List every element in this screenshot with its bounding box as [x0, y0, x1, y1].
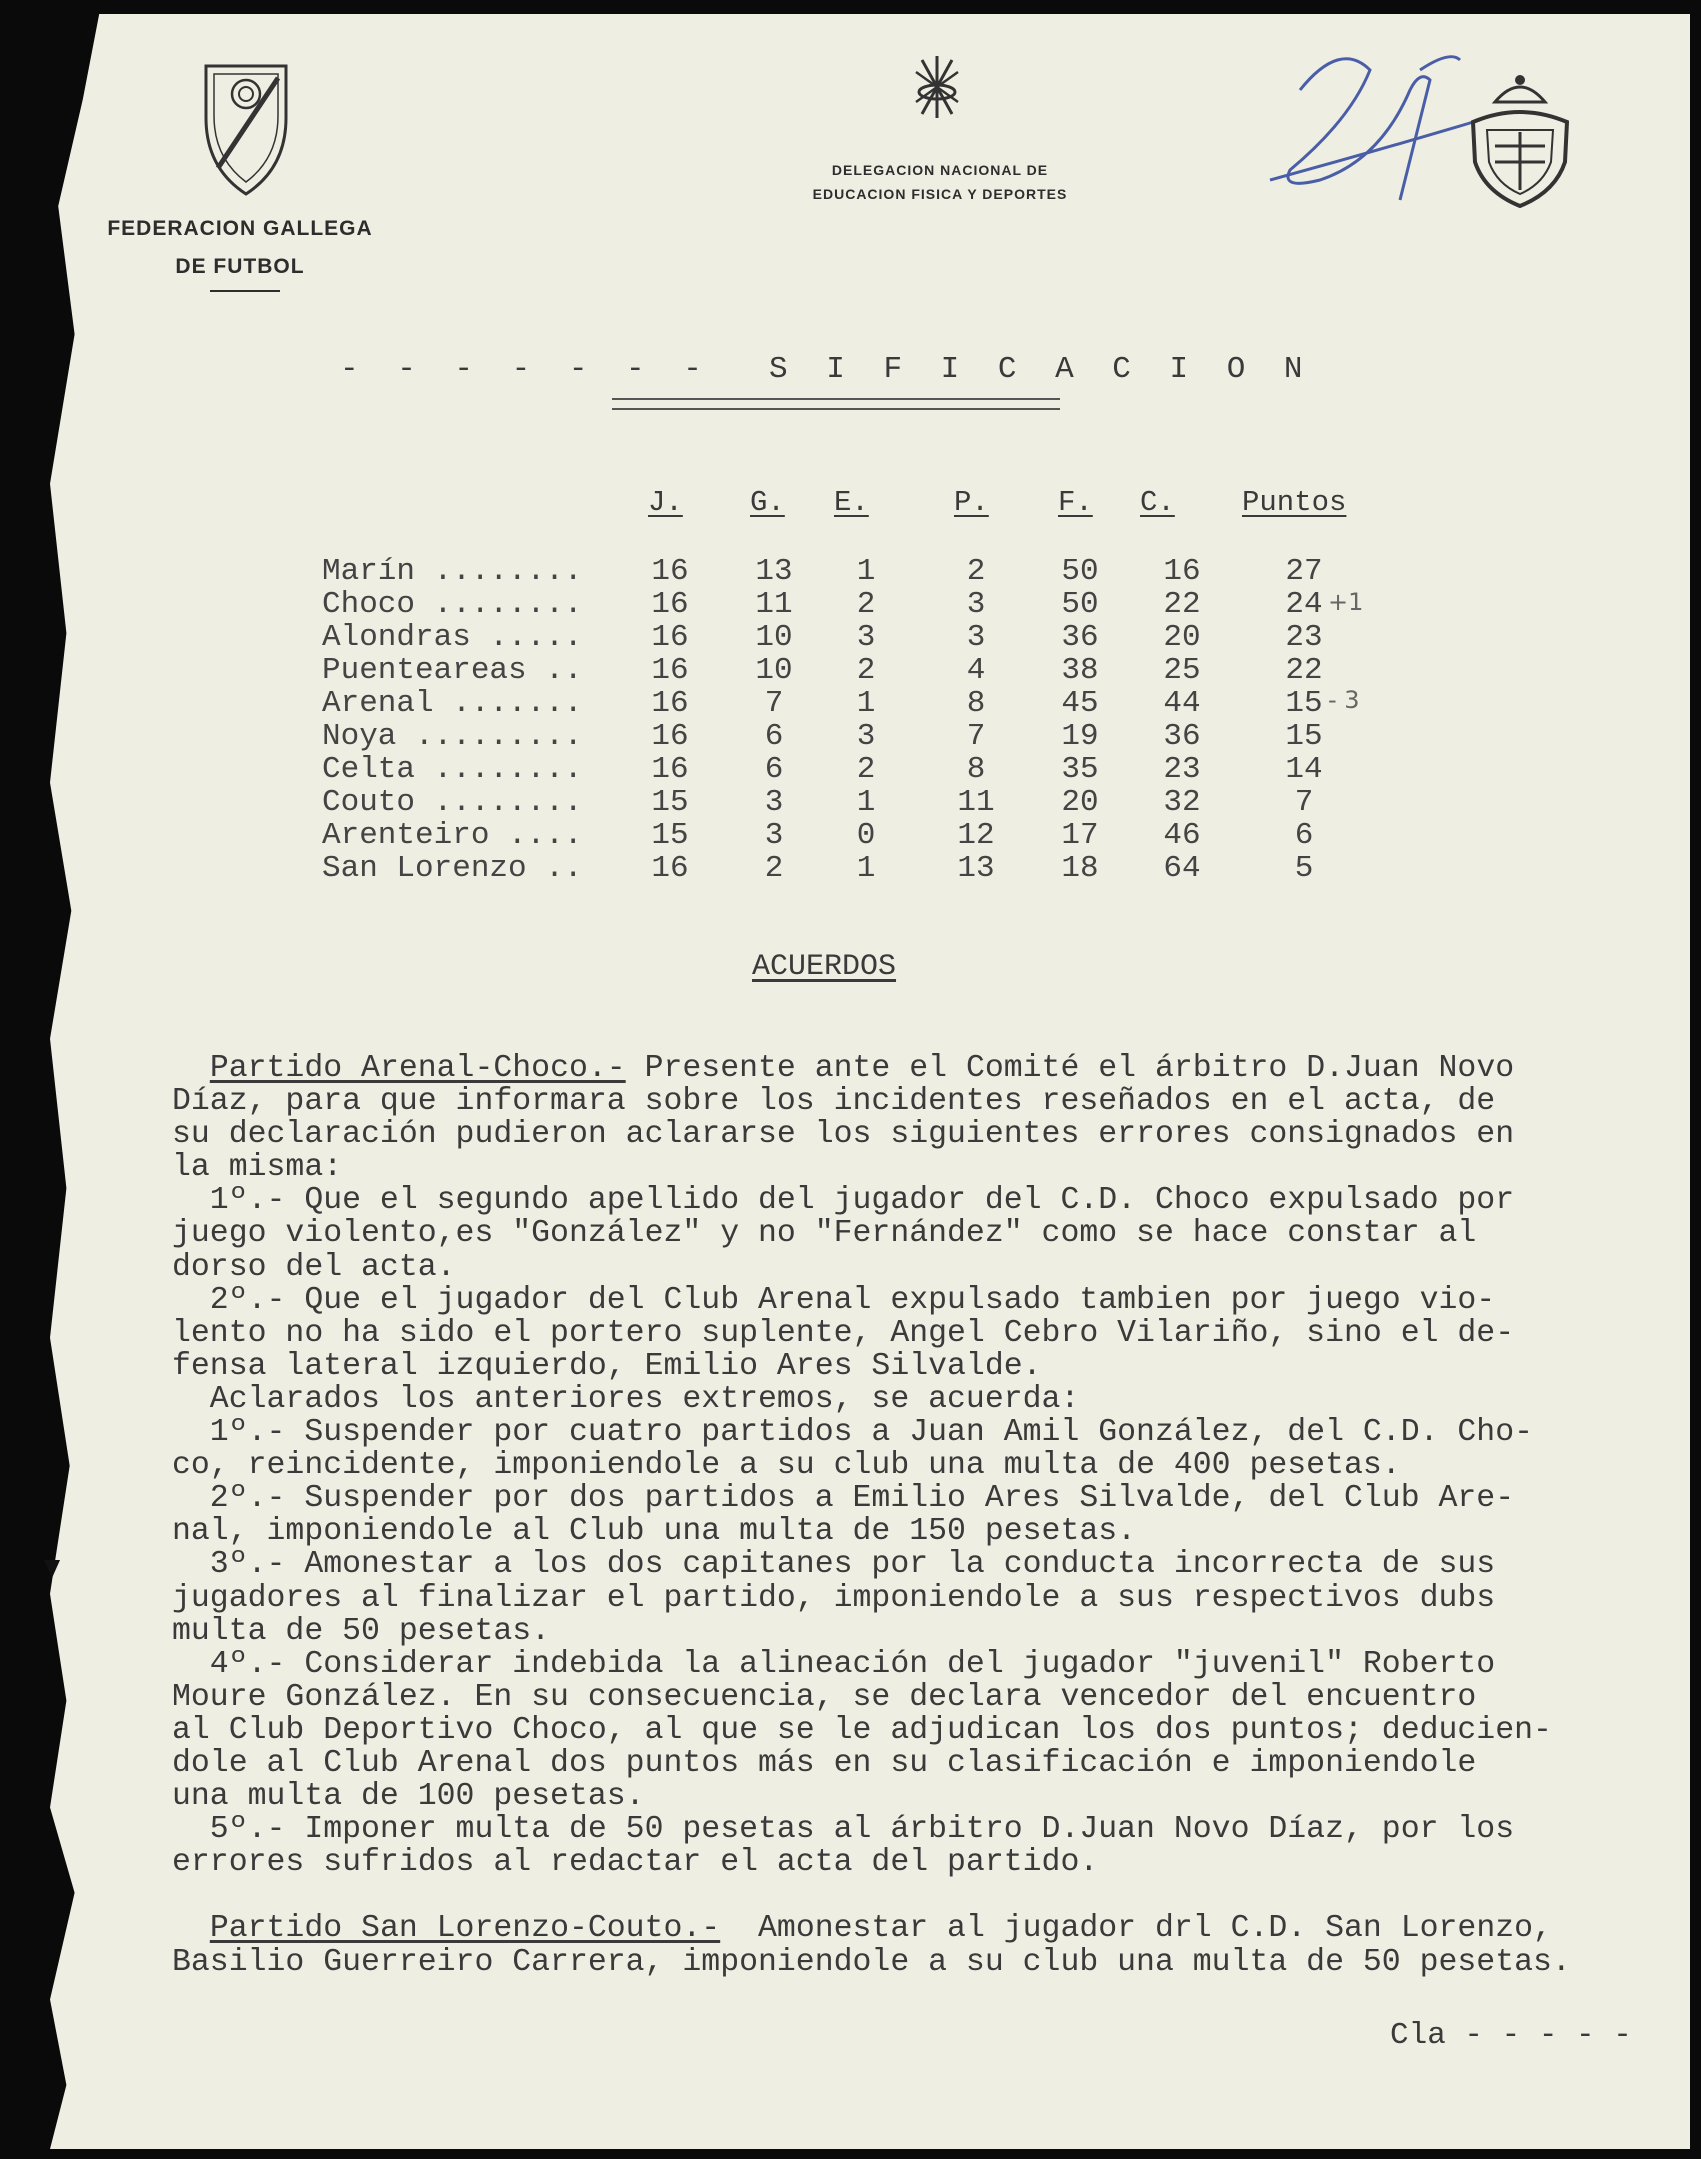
stat-e: 0 — [856, 818, 876, 853]
stat-f: 36 — [1061, 620, 1099, 655]
team-name: Choco ........ — [322, 587, 583, 622]
stat-j: 16 — [651, 554, 689, 589]
stat-c: 16 — [1163, 554, 1201, 589]
paragraph-line: Partido Arenal-Choco.- Presente ante el Comité el árbitro D.Juan Novo — [209, 1051, 1515, 1086]
stat-p: 11 — [957, 785, 995, 820]
federation-underline — [210, 290, 280, 292]
acuerdos-body — [172, 1052, 1692, 1979]
federation-shield-logo — [200, 58, 292, 198]
stat-f: 35 — [1061, 752, 1099, 787]
stat-puntos: 5 — [1294, 851, 1314, 886]
paragraph-line: jugadores al finalizar el partido, imponiendole a sus respectivos dubs — [172, 1580, 1496, 1616]
paragraph-line: 1º.- Suspender por cuatro partidos a Juan Amil González, del C.D. Cho- — [172, 1415, 1534, 1451]
stat-e: 3 — [856, 620, 876, 655]
stat-j: 16 — [651, 686, 689, 721]
stat-puntos: 6 — [1294, 818, 1314, 853]
stat-j: 16 — [651, 620, 689, 655]
stat-c: 64 — [1163, 851, 1201, 886]
col-header-j: J. — [648, 486, 683, 519]
stat-puntos: 24 — [1285, 587, 1323, 622]
paragraph-line: multa de 50 pesetas. — [172, 1613, 551, 1649]
paragraph-line: juego violento,es "González" y no "Fernández" como se hace constar al — [172, 1216, 1477, 1252]
stat-f: 18 — [1061, 851, 1099, 886]
paragraph-line: dole al Club Arenal dos puntos más en su clasificación e imponiendole — [172, 1745, 1477, 1781]
paragraph-line: dorso del acta. — [172, 1249, 456, 1285]
stat-g: 3 — [764, 785, 784, 820]
paragraph-line: al Club Deportivo Choco, al que se le adjudican los dos puntos; deducien- — [172, 1712, 1552, 1748]
stat-f: 50 — [1061, 587, 1099, 622]
yoke-arrows-emblem — [912, 52, 962, 122]
stat-e: 1 — [856, 851, 876, 886]
stat-puntos: 22 — [1285, 653, 1323, 688]
stat-e: 2 — [856, 653, 876, 688]
stat-c: 32 — [1163, 785, 1201, 820]
stat-e: 1 — [856, 554, 876, 589]
stat-e: 2 — [856, 752, 876, 787]
stat-c: 46 — [1163, 818, 1201, 853]
paragraph-line: Díaz, para que informara sobre los incidentes reseñados en el acta, de — [172, 1084, 1496, 1120]
paragraph-line: 2º.- Que el jugador del Club Arenal expulsado tambien por juego vio- — [172, 1282, 1496, 1318]
stat-f: 17 — [1061, 818, 1099, 853]
stat-p: 8 — [966, 752, 986, 787]
col-header-c: C. — [1140, 486, 1175, 519]
team-name: Celta ........ — [322, 752, 583, 787]
stat-p: 12 — [957, 818, 995, 853]
stat-c: 23 — [1163, 752, 1201, 787]
stat-j: 16 — [651, 653, 689, 688]
stat-f: 20 — [1061, 785, 1099, 820]
stat-e: 1 — [856, 785, 876, 820]
stat-j: 16 — [651, 851, 689, 886]
handwritten-adjustment-choco: +1 — [1328, 588, 1364, 616]
delegation-line1: DELEGACION NACIONAL DE — [831, 162, 1049, 178]
paragraph-line: fensa lateral izquierdo, Emilio Ares Silvalde. — [172, 1348, 1042, 1384]
stat-p: 3 — [966, 587, 986, 622]
stat-g: 3 — [764, 818, 784, 853]
acuerdos-heading: ACUERDOS — [752, 950, 897, 984]
stat-p: 8 — [966, 686, 986, 721]
stat-puntos: 27 — [1285, 554, 1323, 589]
federation-name-line2: DE FUTBOL — [175, 255, 305, 278]
stat-c: 44 — [1163, 686, 1201, 721]
stat-g: 7 — [764, 686, 784, 721]
federation-name — [90, 210, 390, 286]
title-double-underline — [612, 398, 1060, 410]
paragraph-line: 5º.- Imponer multa de 50 pesetas al árbitro D.Juan Novo Díaz, por los — [172, 1812, 1515, 1848]
stat-g: 6 — [764, 719, 784, 754]
stat-j: 15 — [651, 785, 689, 820]
paragraph-line: la misma: — [172, 1150, 343, 1186]
paragraph-line: 3º.- Amonestar a los dos capitanes por la conducta incorrecta de sus — [172, 1547, 1496, 1583]
paragraph-line: 4º.- Considerar indebida la alineación del jugador "juvenil" Roberto — [172, 1646, 1496, 1682]
col-header-puntos: Puntos — [1242, 486, 1347, 519]
stat-puntos: 14 — [1285, 752, 1323, 787]
continuation-note: Cla - - - - - — [1390, 2018, 1632, 2053]
team-name: Arenal ....... — [322, 686, 583, 721]
stat-p: 7 — [966, 719, 986, 754]
stat-g: 10 — [755, 620, 793, 655]
paragraph-line: errores sufridos al redactar el acta del partido. — [172, 1845, 1099, 1881]
stat-g: 2 — [764, 851, 784, 886]
stat-f: 38 — [1061, 653, 1099, 688]
classification-title: - - - - - - - S I F I C A C I O N — [340, 352, 1313, 387]
stat-p: 3 — [966, 620, 986, 655]
stat-c: 22 — [1163, 587, 1201, 622]
stat-j: 16 — [651, 719, 689, 754]
paragraph-line: co, reincidente, imponiendole a su club una multa de 400 pesetas. — [172, 1448, 1401, 1484]
stat-e: 1 — [856, 686, 876, 721]
match-heading-san-lorenzo-couto: Partido San Lorenzo-Couto.- — [209, 1911, 721, 1947]
team-name: Alondras ..... — [322, 620, 583, 655]
stat-puntos: 7 — [1294, 785, 1314, 820]
stat-puntos: 23 — [1285, 620, 1323, 655]
paragraph-line: Partido San Lorenzo-Couto.- Amonestar al jugador drl C.D. San Lorenzo, — [209, 1911, 1552, 1947]
paragraph-line: lento no ha sido el portero suplente, Angel Cebro Vilariño, sino el de- — [172, 1315, 1515, 1351]
team-name: Couto ........ — [322, 785, 583, 820]
stat-f: 45 — [1061, 686, 1099, 721]
paragraph-line: 1º.- Que el segundo apellido del jugador del C.D. Choco expulsado por — [172, 1183, 1515, 1219]
stat-g: 10 — [755, 653, 793, 688]
team-name: Puenteareas .. — [322, 653, 583, 688]
team-name: Noya ......... — [322, 719, 583, 754]
paragraph-line: una multa de 100 pesetas. — [172, 1779, 645, 1815]
delegation-name — [760, 158, 1120, 206]
stat-e: 2 — [856, 587, 876, 622]
stat-puntos: 15 — [1285, 686, 1323, 721]
stat-g: 6 — [764, 752, 784, 787]
federation-name-line1: FEDERACION GALLEGA — [107, 217, 373, 240]
stat-f: 50 — [1061, 554, 1099, 589]
paragraph-line: su declaración pudieron aclararse los siguientes errores consignados en — [172, 1117, 1515, 1153]
paragraph-line: 2º.- Suspender por dos partidos a Emilio Ares Silvalde, del Club Are- — [172, 1481, 1515, 1517]
stat-j: 16 — [651, 752, 689, 787]
col-header-e: E. — [834, 486, 869, 519]
stat-p: 2 — [966, 554, 986, 589]
stat-e: 3 — [856, 719, 876, 754]
col-header-p: P. — [954, 486, 989, 519]
paragraph-line: nal, imponiendole al Club una multa de 150 pesetas. — [172, 1514, 1137, 1550]
team-name: Arenteiro .... — [322, 818, 583, 853]
match-heading-arenal-choco: Partido Arenal-Choco.- — [209, 1051, 626, 1086]
stat-g: 11 — [755, 587, 793, 622]
stat-c: 20 — [1163, 620, 1201, 655]
delegation-line2: EDUCACION FISICA Y DEPORTES — [812, 186, 1068, 202]
royal-crest-logo — [1465, 62, 1575, 212]
team-name: Marín ........ — [322, 554, 583, 589]
col-header-g: G. — [750, 486, 785, 519]
stat-puntos: 15 — [1285, 719, 1323, 754]
handwritten-adjustment-arenal: - 3 — [1328, 686, 1360, 714]
handwritten-signature — [1260, 30, 1490, 230]
stat-g: 13 — [755, 554, 793, 589]
stat-f: 19 — [1061, 719, 1099, 754]
stat-j: 15 — [651, 818, 689, 853]
paragraph-line: Basilio Guerreiro Carrera, imponiendole a su club una multa de 50 pesetas. — [172, 1944, 1571, 1980]
stat-p: 4 — [966, 653, 986, 688]
stat-p: 13 — [957, 851, 995, 886]
paragraph-line: Moure González. En su consecuencia, se declara vencedor del encuentro — [172, 1679, 1477, 1715]
team-name: San Lorenzo .. — [322, 851, 583, 886]
stat-c: 25 — [1163, 653, 1201, 688]
edge-arrow-mark — [44, 1560, 60, 1578]
stat-c: 36 — [1163, 719, 1201, 754]
col-header-f: F. — [1058, 486, 1093, 519]
paragraph-line: Aclarados los anteriores extremos, se acuerda: — [172, 1381, 1080, 1417]
stat-j: 16 — [651, 587, 689, 622]
